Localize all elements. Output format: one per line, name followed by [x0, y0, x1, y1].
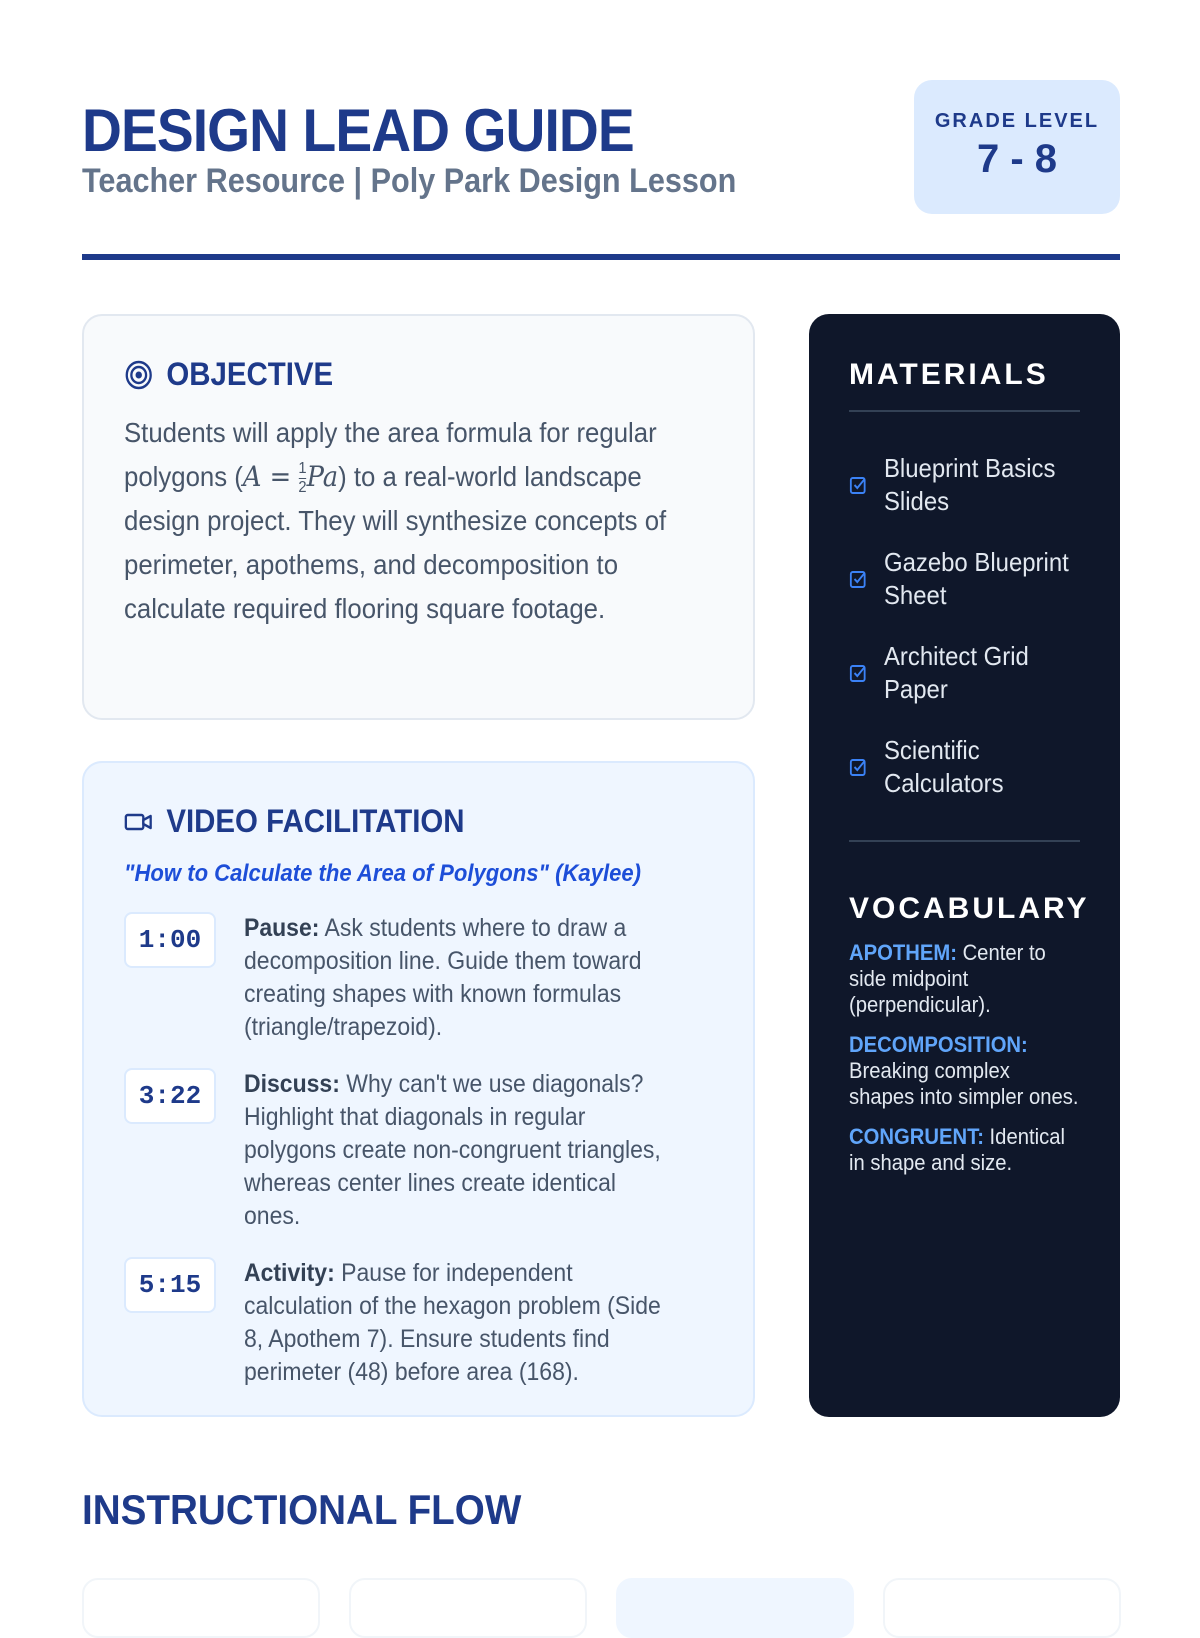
video-link[interactable]: "How to Calculate the Area of Polygons" (Kaylee) — [124, 860, 642, 887]
flow-card — [349, 1578, 587, 1638]
divider — [849, 410, 1080, 412]
grade-label: GRADE LEVEL — [934, 110, 1100, 132]
video-timestamp-item — [124, 1068, 713, 1233]
vocabulary-title: VOCABULARY — [849, 892, 1090, 925]
page-subtitle: Teacher Resource | Poly Park Design Lesson — [82, 162, 737, 200]
timestamp-button[interactable]: 5:15 — [124, 1257, 216, 1313]
materials-title: MATERIALS — [849, 358, 1049, 391]
header-divider — [82, 254, 1120, 260]
video-facilitation-card — [82, 761, 755, 1417]
video-timestamp-item — [124, 912, 713, 1044]
material-item: Scientific Calculators — [849, 734, 1079, 800]
vocab-item: APOTHEM: Center to side midpoint (perpendicular). — [849, 940, 1046, 1017]
grade-level-badge — [914, 80, 1120, 214]
checkbox-checked-icon — [849, 757, 867, 777]
grade-value: 7 - 8 — [976, 137, 1058, 181]
timestamp-description: Discuss: Why can't we use diagonals? Highlight that diagonals in regular polygons create non-congruent triangles, whereas center lines create identical ones. — [244, 1070, 661, 1230]
header — [82, 80, 1120, 260]
video-camera-icon — [124, 810, 153, 834]
instructional-flow-title: INSTRUCTIONAL FLOW — [82, 1486, 522, 1533]
sidebar — [809, 314, 1120, 1417]
checkbox-checked-icon — [849, 475, 867, 495]
video-title: VIDEO FACILITATION — [166, 803, 465, 839]
material-item: Gazebo Blueprint Sheet — [849, 546, 1079, 612]
objective-title: OBJECTIVE — [166, 356, 334, 392]
flow-card — [82, 1578, 320, 1638]
timestamp-button[interactable]: 3:22 — [124, 1068, 216, 1124]
timestamp-description: Activity: Pause for independent calculation of the hexagon problem (Side 8, Apothem 7). Ensure students find perimeter (48) before area (168). — [244, 1259, 661, 1386]
video-timestamp-item — [124, 1257, 713, 1389]
timestamp-description: Pause: Ask students where to draw a decomposition line. Guide them toward creating shapes with known formulas (triangle/trapezoid). — [244, 914, 642, 1041]
vocab-item: CONGRUENT: Identical in shape and size. — [849, 1124, 1065, 1175]
material-item: Architect Grid Paper — [849, 640, 1079, 706]
page-title: DESIGN LEAD GUIDE — [82, 97, 634, 164]
flow-card — [883, 1578, 1121, 1638]
target-icon — [124, 359, 153, 391]
flow-card — [616, 1578, 854, 1638]
objective-text: Students will apply the area formula for regular polygons (A = $\frac{1}{2}$ Pa) to a real-world landscape design project. They will synthesize concepts of perimeter, apothems, and decomposition to calculate required flooring square footage. — [124, 417, 667, 624]
timestamp-button[interactable]: 1:00 — [124, 912, 216, 968]
checkbox-checked-icon — [849, 569, 867, 589]
divider — [849, 840, 1080, 842]
vocab-item: DECOMPOSITION: Breaking complex shapes into simpler ones. — [849, 1032, 1079, 1109]
checkbox-checked-icon — [849, 663, 867, 683]
objective-card — [82, 314, 755, 720]
material-item: Blueprint Basics Slides — [849, 452, 1079, 518]
